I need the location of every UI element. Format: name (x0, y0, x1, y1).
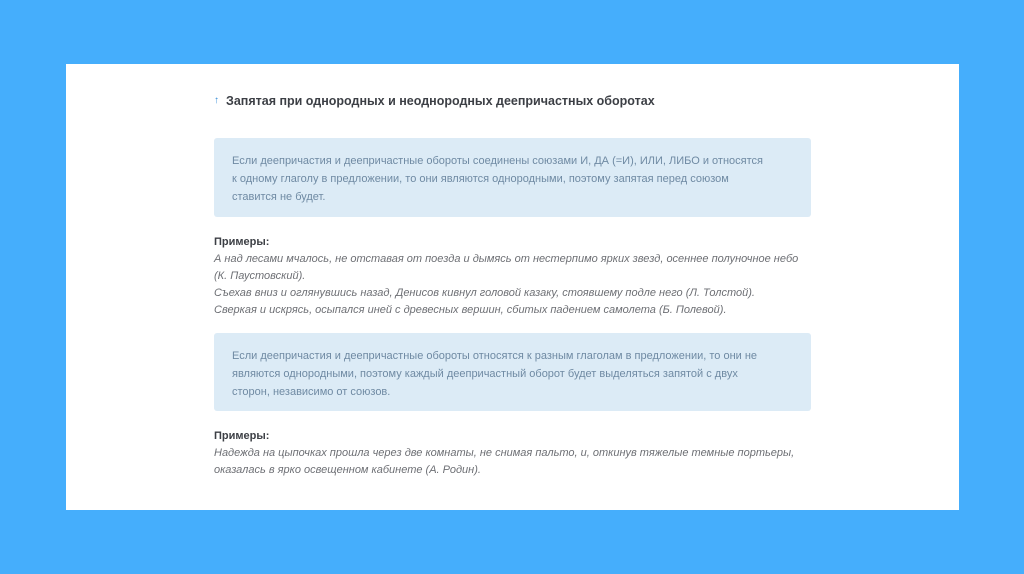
rule-line: являются однородными, поэтому каждый деепричастный оборот будет выделяться запятой с двух (232, 368, 738, 380)
rule-box-heterogeneous (214, 333, 811, 411)
examples-block-homogeneous (214, 234, 814, 319)
example-line: (К. Паустовский). (214, 270, 306, 282)
example-line: Надежда на цыпочках прошла через две комнаты, не снимая пальто, и, откинув тяжелые темные портьеры, (214, 447, 795, 459)
section-title: Запятая при однородных и неоднородных деепричастных оборотах (226, 94, 655, 108)
example-line: Сверкая и искрясь, осыпался иней с древесных вершин, сбитых падением самолета (Б. Полевой). (214, 304, 727, 316)
rule-line: Если деепричастия и деепричастные обороты соединены союзами И, ДА (=И), ИЛИ, ЛИБО и относятся (232, 155, 763, 167)
section-heading (214, 94, 814, 108)
example-line: оказалась в ярко освещенном кабинете (А. Родин). (214, 464, 481, 476)
rule-line: сторон, независимо от союзов. (232, 386, 391, 398)
example-line: А над лесами мчалось, не отставая от поезда и дымясь от нестерпимо ярких звезд, осеннее полуночное небо (214, 253, 799, 265)
arrow-up-icon[interactable]: ↑ (214, 95, 219, 106)
slide-page (66, 64, 959, 510)
examples-block-heterogeneous (214, 428, 814, 479)
rule-line: ставится не будет. (232, 191, 326, 203)
rule-box-homogeneous (214, 138, 811, 217)
examples-title: Примеры: (214, 430, 270, 442)
rule-line: к одному глаголу в предложении, то они являются однородными, поэтому запятая перед союзом (232, 173, 729, 185)
examples-title: Примеры: (214, 236, 270, 248)
rule-line: Если деепричастия и деепричастные обороты относятся к разным глаголам в предложении, то они не (232, 350, 758, 362)
example-line: Съехав вниз и оглянувшись назад, Денисов кивнул головой казаку, стоявшему подле него (Л. Толстой). (214, 287, 755, 299)
